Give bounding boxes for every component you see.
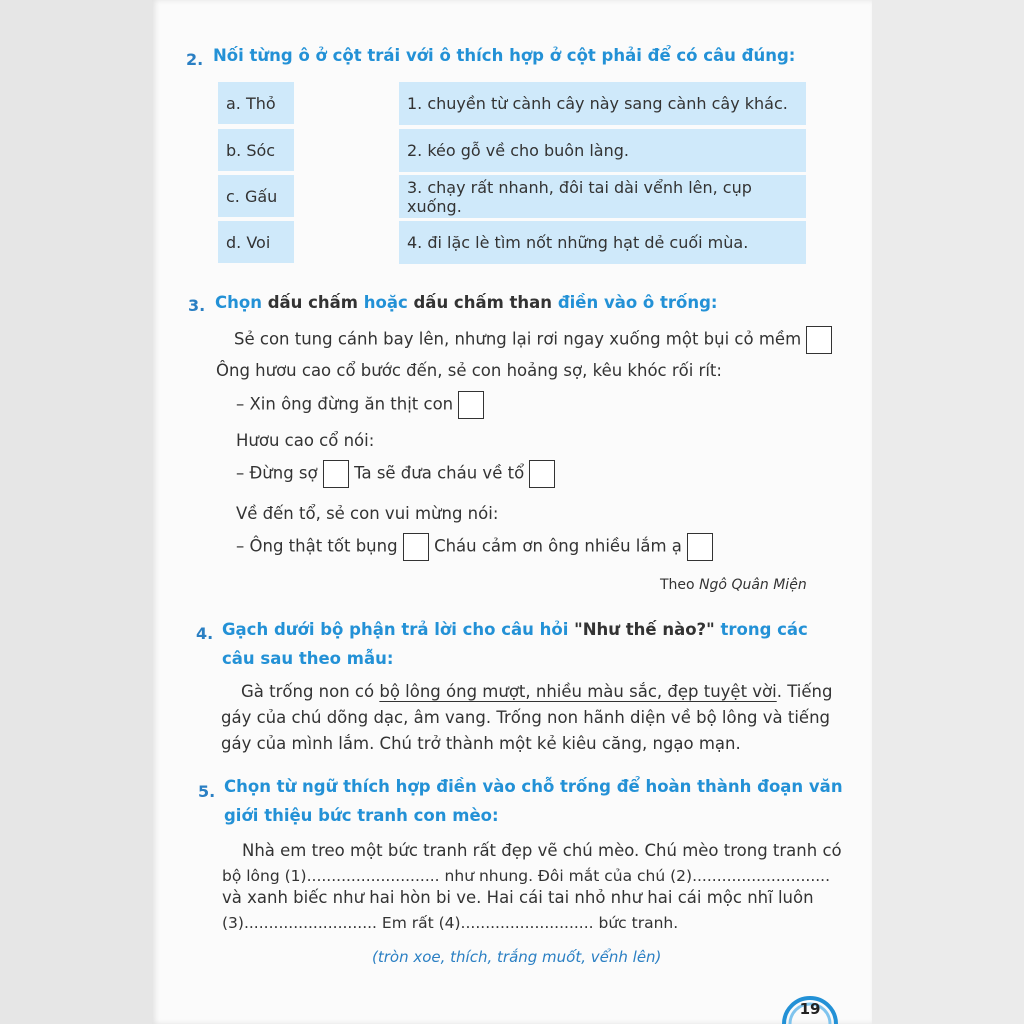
q2-right-box-1 xyxy=(399,82,806,125)
q3-line-3-text: – Xin ông đừng ăn thịt con xyxy=(236,394,454,414)
q4-number: 4. xyxy=(196,624,214,643)
q2-left-d: d. Voi xyxy=(226,232,271,252)
credit-author: Ngô Quân Miện xyxy=(699,577,807,593)
q3-line-2: Ông hươu cao cổ bước đến, sẻ con hoảng sợ, kêu khóc rối rít: xyxy=(216,361,722,380)
q5-title-line-2: giới thiệu bức tranh con mèo: xyxy=(224,806,499,825)
q2-right-3: 3. chạy rất nhanh, đôi tai dài vểnh lên, cụp xuống. xyxy=(407,177,752,216)
q3-line-7 xyxy=(236,533,713,561)
q2-right-2: 2. kéo gỗ về cho buôn làng. xyxy=(407,141,629,160)
q4-paragraph-line-2: gáy của chú dõng dạc, âm vang. Trống non hãnh diện về bộ lông và tiếng xyxy=(221,708,831,727)
q3-line-4: Hươu cao cổ nói: xyxy=(236,431,375,450)
q3-line-3 xyxy=(236,391,484,419)
answer-box[interactable] xyxy=(323,460,349,488)
q3-title xyxy=(215,293,718,312)
q3-line-5 xyxy=(236,460,555,488)
q3-title-c: hoặc xyxy=(363,293,408,312)
q5-title-line-1: Chọn từ ngữ thích hợp điền vào chỗ trống để hoàn thành đoạn văn xyxy=(224,777,843,796)
left-page-edge xyxy=(0,0,152,1024)
answer-box[interactable] xyxy=(529,460,555,488)
q4-title-b: "Như thế nào?" xyxy=(574,620,715,639)
q3-line-6: Về đến tổ, sẻ con vui mừng nói: xyxy=(236,504,499,523)
q5-line-2: bộ lông (1)........................... như nhung. Đôi mắt của chú (2)............................ xyxy=(222,867,831,885)
q2-number: 2. xyxy=(186,50,204,69)
q5-number: 5. xyxy=(198,782,216,801)
q2-right-box-4 xyxy=(399,221,806,264)
q3-line-5-a: – Đừng sợ xyxy=(236,463,318,483)
q5-line-3: và xanh biếc như hai hòn bi ve. Hai cái tai nhỏ như hai cái mộc nhĩ luôn xyxy=(222,888,814,907)
answer-box[interactable] xyxy=(806,326,832,354)
answer-box[interactable] xyxy=(403,533,429,561)
q2-left-box-c xyxy=(218,175,294,217)
q3-line-7-a: – Ông thật tốt bụng xyxy=(236,536,398,556)
q4-title-a: Gạch dưới bộ phận trả lời cho câu hỏi xyxy=(222,620,569,639)
q3-title-a: Chọn xyxy=(215,293,262,312)
q5-line-4: (3)........................... Em rất (4)........................... bức tranh. xyxy=(222,914,679,932)
q2-right-4: 4. đi lặc lè tìm nốt những hạt dẻ cuối mùa. xyxy=(407,233,749,252)
q5-hint: (tròn xoe, thích, trắng muốt, vểnh lên) xyxy=(372,948,662,966)
q2-left-box-d xyxy=(218,221,294,263)
q4-title-c: trong các xyxy=(720,620,808,639)
q4-title-line-1 xyxy=(222,620,808,639)
q4-title-line-2: câu sau theo mẫu: xyxy=(222,649,394,668)
q3-line-1 xyxy=(234,326,832,354)
answer-box[interactable] xyxy=(458,391,484,419)
q3-credit xyxy=(660,577,807,593)
q3-line-7-b: Cháu cảm ơn ông nhiều lắm ạ xyxy=(434,536,682,556)
q4-p1-underlined: bộ lông óng mượt, nhiều màu sắc, đẹp tuyệt vời xyxy=(379,682,777,701)
q3-title-b: dấu chấm xyxy=(267,293,358,312)
q4-p1-b: . Tiếng xyxy=(776,682,833,701)
answer-box[interactable] xyxy=(687,533,713,561)
q4-paragraph-line-1 xyxy=(241,682,832,701)
q2-left-box-a xyxy=(218,82,294,124)
q2-right-1: 1. chuyền từ cành cây này sang cành cây khác. xyxy=(407,94,788,113)
credit-prefix: Theo xyxy=(660,577,695,593)
q4-paragraph-line-3: gáy của mình lắm. Chú trở thành một kẻ kiêu căng, ngạo mạn. xyxy=(221,734,741,753)
q5-line-1: Nhà em treo một bức tranh rất đẹp vẽ chú mèo. Chú mèo trong tranh có xyxy=(242,841,842,860)
right-page-edge xyxy=(872,0,1024,1024)
page-number: 19 xyxy=(799,1000,821,1018)
q2-left-b: b. Sóc xyxy=(226,140,276,160)
q2-right-box-3 xyxy=(399,175,806,218)
q3-line-5-b: Ta sẽ đưa cháu về tổ xyxy=(354,463,525,483)
q2-title: Nối từng ô ở cột trái với ô thích hợp ở cột phải để có câu đúng: xyxy=(213,46,796,65)
q2-left-box-b xyxy=(218,129,294,171)
q2-right-box-2 xyxy=(399,129,806,172)
q3-title-e: điền vào ô trống: xyxy=(557,293,718,312)
q3-line-1-text: Sẻ con tung cánh bay lên, nhưng lại rơi ngay xuống một bụi cỏ mềm xyxy=(234,329,802,349)
q3-title-d: dấu chấm than xyxy=(413,293,553,312)
q2-left-a: a. Thỏ xyxy=(226,93,276,113)
q2-left-c: c. Gấu xyxy=(226,186,278,206)
q3-number: 3. xyxy=(188,296,206,315)
q4-p1-a: Gà trống non có xyxy=(241,682,380,701)
